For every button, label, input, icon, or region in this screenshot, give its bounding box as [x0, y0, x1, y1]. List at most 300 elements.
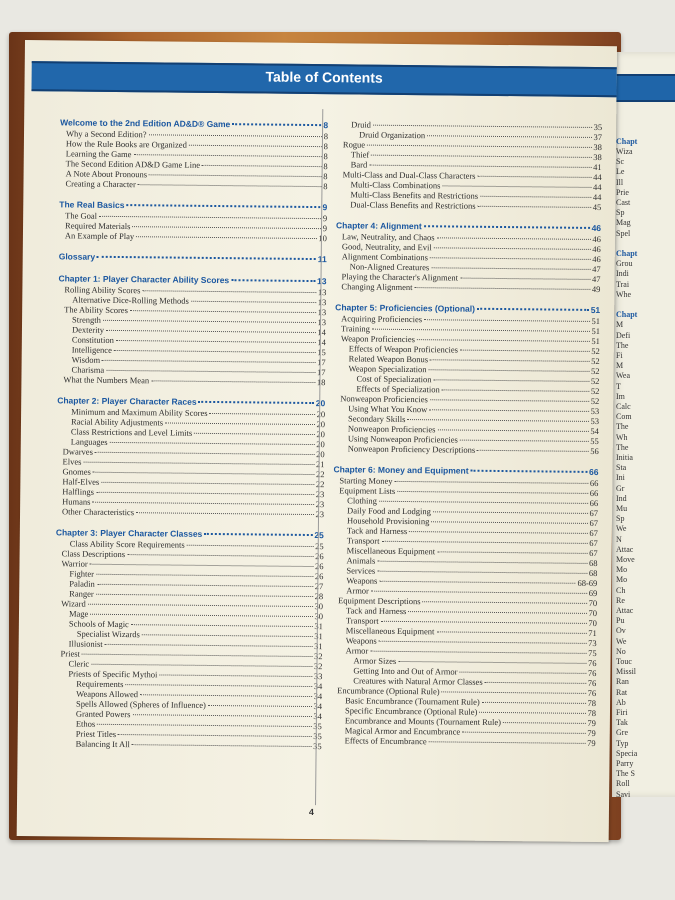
- next-page-fragment: Sc: [616, 157, 624, 167]
- toc-entry-title: Nonweapon Proficiencies: [340, 393, 428, 405]
- toc-entry-title: Specialist Wizards: [76, 628, 140, 640]
- toc-entry-page: 78: [587, 697, 597, 709]
- next-page-fragment: Attac: [616, 544, 634, 554]
- dot-leader: [423, 601, 587, 604]
- dot-leader: [204, 533, 312, 536]
- toc-entry-title: Clothing: [347, 495, 378, 506]
- dot-leader: [434, 247, 591, 250]
- toc-entry-title: Spells Allowed (Spheres of Influence): [76, 698, 206, 710]
- next-page-fragment: Prie: [616, 187, 629, 197]
- toc-entry-page: 13: [317, 307, 327, 318]
- next-page-fragment: Mag: [616, 218, 631, 228]
- dot-leader: [437, 237, 591, 240]
- next-page-fragment: T: [616, 381, 621, 391]
- toc-entry-title: Priest: [60, 648, 81, 659]
- toc-entry-title: Dwarves: [62, 446, 93, 457]
- page-number: 4: [308, 807, 314, 818]
- toc-entry-page: 20: [316, 449, 325, 460]
- toc-entry-title: Requirements: [76, 678, 124, 690]
- toc-entry-page: 8: [323, 120, 329, 131]
- toc-entry-title: Warrior: [61, 558, 88, 569]
- toc-entry-title: Weapons: [345, 635, 377, 646]
- toc-entry-title: Weapons Allowed: [76, 688, 139, 700]
- next-page-fragment: Roll: [616, 779, 630, 789]
- toc-entry-page: 67: [589, 527, 598, 539]
- toc-entry-title: Rogue: [342, 139, 366, 150]
- dot-leader: [377, 561, 587, 564]
- next-page-fragment: Specia: [616, 748, 638, 758]
- dot-leader: [191, 301, 316, 303]
- toc-entry-title: Charisma: [71, 364, 105, 375]
- next-page-fragment: Savi: [616, 789, 631, 799]
- toc-entry-title: Changing Alignment: [341, 281, 413, 293]
- dot-leader: [398, 661, 586, 664]
- toc-entry-page: 10: [318, 233, 327, 244]
- toc-entry-title: Specific Encumbrance (Optional Rule): [344, 705, 478, 717]
- toc-entry-title: Illusionist: [68, 638, 103, 649]
- toc-entry-title: Mage: [68, 608, 89, 619]
- toc-entry-page: 22: [315, 479, 325, 490]
- toc-entry-title: Druid: [351, 119, 372, 130]
- toc-entry-page: 23: [315, 489, 325, 500]
- dot-leader: [136, 512, 314, 515]
- next-page-fragment: Grou: [616, 259, 633, 269]
- dot-leader: [408, 611, 586, 614]
- dot-leader: [202, 165, 321, 167]
- toc-entry-title: Effects of Specialization: [356, 383, 440, 395]
- toc-entry-page: 52: [590, 375, 600, 387]
- next-page-fragment: Tak: [616, 718, 628, 728]
- dot-leader: [90, 564, 313, 567]
- next-page-fragment: Sp: [616, 208, 625, 218]
- next-page-fragment: Touc: [616, 657, 632, 666]
- toc-entry-title: Class Restrictions and Level Limits: [70, 426, 193, 438]
- dot-leader: [110, 442, 315, 445]
- toc-entry-page: 47: [591, 273, 601, 285]
- toc-entry-title: Basic Encumbrance (Tournament Rule): [345, 695, 480, 707]
- toc-entry-page: 20: [316, 429, 325, 440]
- dot-leader: [114, 350, 315, 353]
- dot-leader: [428, 369, 589, 372]
- dot-leader: [478, 206, 591, 208]
- toc-entry-page: 17: [317, 357, 326, 368]
- toc-entry-page: 66: [589, 487, 599, 499]
- title-band: [31, 61, 616, 97]
- toc-entry-page: 23: [315, 509, 325, 520]
- toc-entry-page: 34: [313, 711, 322, 722]
- toc-entry-page: 14: [317, 327, 327, 338]
- dot-leader: [477, 450, 588, 452]
- dot-leader: [99, 216, 321, 219]
- next-page-fragment: Le: [616, 167, 625, 177]
- toc-entry-page: 73: [588, 637, 597, 649]
- next-page-fragment: The: [616, 340, 629, 350]
- toc-entry: [331, 735, 596, 748]
- next-page-fragment: Spel: [616, 228, 631, 238]
- toc-entry-title: Wizard: [61, 598, 86, 609]
- dot-leader: [187, 545, 314, 547]
- toc-entry-page: 46: [592, 243, 601, 255]
- toc-entry-page: 78: [587, 707, 597, 719]
- dot-leader: [381, 621, 587, 624]
- next-page-fragment: Ill: [616, 177, 624, 187]
- toc-entry-title: Elves: [62, 456, 82, 467]
- toc-entry-title: Chapter 6: Money and Equipment: [333, 464, 469, 476]
- toc-entry-title: Armor: [345, 645, 369, 656]
- toc-entry-title: Secondary Skills: [348, 413, 406, 425]
- dot-leader: [149, 174, 321, 177]
- next-page-fragment: We: [616, 636, 627, 646]
- toc-entry-title: Using Nonweapon Proficiencies: [347, 433, 458, 445]
- next-page-fragment: Ch: [616, 585, 626, 595]
- toc-entry-title: Priest Titles: [75, 728, 117, 739]
- dot-leader: [460, 350, 589, 352]
- dot-leader: [127, 554, 313, 557]
- dot-leader: [379, 581, 575, 584]
- next-page-fragment: Defi: [616, 330, 631, 340]
- dot-leader: [485, 682, 586, 684]
- toc-entry-page: 8: [323, 131, 329, 142]
- toc-entry-title: The Second Edition AD&D Game Line: [65, 158, 201, 170]
- toc-entry-page: 45: [592, 201, 602, 213]
- next-page-fragment: Ind: [616, 493, 627, 503]
- dot-leader: [103, 320, 316, 323]
- dot-leader: [95, 452, 314, 455]
- toc-entry-page: 8: [323, 161, 328, 172]
- toc-entry-page: 20: [316, 419, 326, 430]
- toc-entry-page: 34: [313, 701, 323, 712]
- dot-leader: [409, 531, 587, 534]
- dot-leader: [90, 614, 312, 617]
- toc-entry-page: 22: [315, 469, 325, 480]
- dot-leader: [138, 184, 321, 187]
- toc-entry-title: Tack and Harness: [345, 605, 407, 617]
- toc-entry-page: 76: [587, 657, 597, 669]
- dot-leader: [417, 339, 589, 342]
- dot-leader: [442, 691, 586, 694]
- next-page-fragment: Chapt: [616, 136, 638, 146]
- toc-entry-page: 25: [314, 530, 324, 541]
- next-page-fragment: Sta: [616, 463, 627, 473]
- toc-entry-title: Druid Organization: [358, 129, 426, 141]
- toc-entry-title: Multi-Class Combinations: [350, 179, 441, 191]
- dot-leader: [118, 734, 311, 737]
- next-page-fragment: Missil: [616, 667, 637, 677]
- toc-entry-page: 71: [588, 627, 597, 639]
- dot-leader: [132, 744, 311, 747]
- toc-entry-title: Effects of Weapon Proficiencies: [348, 343, 459, 355]
- toc-entry-title: Fighter: [69, 568, 95, 579]
- toc-entry-title: Tack and Harness: [346, 525, 408, 537]
- next-page-fragment: Firi: [616, 708, 628, 717]
- toc-entry-title: Alternative Dice-Rolling Methods: [72, 294, 189, 306]
- toc-entry-page: 8: [323, 171, 328, 182]
- toc-entry-page: 18: [316, 377, 326, 388]
- toc-entry-title: Ranger: [69, 588, 94, 599]
- dot-leader: [130, 310, 316, 313]
- toc-entry-page: 51: [591, 325, 601, 337]
- toc-entry-page: 20: [316, 409, 326, 420]
- toc-entry-title: Playing the Character's Alignment: [341, 271, 459, 283]
- toc-entry-page: 52: [591, 345, 600, 357]
- dot-leader: [93, 502, 314, 505]
- next-page-fragment: Whe: [616, 289, 632, 299]
- dot-leader: [430, 257, 590, 260]
- toc-entry-title: Nonweapon Proficiencies: [347, 423, 436, 435]
- toc-entry-title: Starting Money: [339, 475, 393, 486]
- dot-leader: [373, 125, 592, 128]
- toc-entry-page: 51: [590, 304, 601, 316]
- dot-leader: [379, 501, 588, 504]
- dot-leader: [96, 594, 313, 597]
- toc-entry-page: 76: [587, 667, 597, 679]
- next-page-fragment: Wh: [616, 432, 628, 442]
- toc-entry-title: Other Characteristics: [62, 506, 135, 518]
- toc-entry-page: 46: [592, 233, 601, 245]
- dot-leader: [460, 440, 588, 442]
- toc-entry-page: 52: [590, 395, 600, 407]
- toc-entry-page: 31: [314, 621, 323, 632]
- toc-entry-title: Chapter 2: Player Character Races: [57, 395, 197, 407]
- toc-entry-title: Ethos: [75, 718, 96, 729]
- dot-leader: [88, 604, 313, 607]
- next-page-fragment: Ab: [616, 697, 626, 707]
- next-page-fragment: Ov: [616, 626, 626, 636]
- toc-entry-page: 37: [593, 131, 603, 143]
- dot-leader: [382, 541, 588, 544]
- toc-column-right: [331, 119, 603, 748]
- toc-entry-page: 66: [589, 477, 599, 489]
- toc-entry-page: 23: [315, 499, 325, 510]
- toc-entry-page: 54: [590, 425, 599, 437]
- toc-entry-title: Half-Elves: [62, 476, 100, 487]
- next-page-fragment: Re: [616, 595, 625, 605]
- next-page-fragment: Move: [616, 555, 635, 564]
- toc-entry-page: 66: [589, 497, 599, 509]
- dot-leader: [460, 278, 590, 280]
- toc-entry-title: Multi-Class Benefits and Restrictions: [350, 189, 479, 201]
- dot-leader: [415, 287, 590, 290]
- toc-entry-page: 68: [589, 557, 598, 569]
- dot-leader: [83, 462, 314, 465]
- next-page-fragment: Mo: [616, 575, 628, 585]
- toc-entry-title: Armor Sizes: [353, 655, 397, 666]
- next-page-fragment: Ran: [616, 677, 629, 687]
- toc-entry-page: 33: [313, 671, 323, 682]
- next-page: [612, 52, 675, 797]
- toc-entry-page: 35: [593, 121, 603, 133]
- toc-entry-page: 75: [588, 647, 597, 659]
- toc-entry-title: Class Descriptions: [61, 548, 126, 560]
- toc-entry-page: 44: [593, 171, 602, 183]
- toc-entry-title: Glossary: [58, 251, 96, 262]
- toc-page: [17, 40, 617, 842]
- dot-leader: [442, 389, 589, 392]
- toc-entry-title: Nonweapon Proficiency Descriptions: [347, 443, 476, 455]
- toc-entry-title: What the Numbers Mean: [63, 374, 150, 386]
- toc-entry-title: Weapon Proficiencies: [340, 333, 416, 345]
- dot-leader: [430, 399, 589, 402]
- dot-leader: [97, 256, 316, 260]
- toc-entry-page: 49: [591, 283, 601, 295]
- toc-entry-title: Creatures with Natural Armor Classes: [353, 675, 483, 687]
- toc-entry: [54, 738, 322, 751]
- toc-entry-title: Chapter 3: Player Character Classes: [55, 527, 203, 539]
- toc-entry-page: 51: [591, 315, 601, 327]
- toc-entry-page: 44: [592, 181, 602, 193]
- next-page-fragment: Calc: [616, 402, 631, 411]
- toc-entry-page: 32: [314, 651, 323, 662]
- dot-leader: [210, 413, 315, 415]
- dot-leader: [367, 145, 591, 148]
- next-page-fragment: The: [616, 422, 629, 432]
- next-page-fragment: No: [616, 646, 626, 656]
- toc-entry-page: 46: [591, 222, 602, 234]
- toc-entry-title: Good, Neutrality, and Evil: [341, 241, 432, 253]
- toc-entry-title: How the Rule Books are Organized: [65, 138, 187, 150]
- next-page-fragment: Im: [616, 391, 625, 401]
- toc-entry-title: Bard: [350, 159, 368, 170]
- next-page-fragment: M: [616, 320, 624, 330]
- toc-entry-title: Intelligence: [71, 344, 112, 355]
- dot-leader: [477, 308, 589, 311]
- next-page-fragment: Fi: [616, 351, 623, 360]
- next-page-fragment: Trai: [616, 279, 630, 289]
- toc-entry-page: 79: [587, 737, 596, 749]
- toc-entry-page: 41: [593, 161, 602, 173]
- toc-entry-title: Required Materials: [65, 220, 131, 232]
- dot-leader: [126, 204, 320, 208]
- toc-entry-page: 67: [589, 517, 599, 529]
- toc-entry-title: Paladin: [69, 578, 95, 589]
- toc-entry-title: Languages: [70, 436, 108, 447]
- toc-entry-title: Miscellaneous Equipment: [346, 545, 436, 557]
- toc-entry-page: 20: [315, 398, 326, 409]
- dot-leader: [429, 409, 588, 412]
- dot-leader: [438, 429, 589, 432]
- toc-entry-title: Chapter 4: Alignment: [336, 220, 422, 232]
- toc-entry-title: Equipment Descriptions: [338, 595, 421, 607]
- toc-entry-title: Miscellaneous Equipment: [345, 625, 435, 637]
- toc-entry-page: 52: [591, 365, 600, 377]
- toc-entry-title: Chapter 5: Proficiencies (Optional): [335, 302, 476, 314]
- dot-leader: [97, 724, 311, 727]
- dot-leader: [397, 491, 588, 494]
- toc-entry-page: 9: [322, 223, 328, 234]
- dot-leader: [116, 340, 315, 343]
- dot-leader: [424, 319, 590, 322]
- toc-entry-page: 76: [587, 687, 597, 699]
- dot-leader: [131, 624, 313, 627]
- toc-entry-title: Multi-Class and Dual-Class Characters: [342, 169, 476, 181]
- page-title: Table of Contents: [265, 68, 383, 86]
- toc-entry-page: 34: [313, 691, 323, 702]
- dot-leader: [82, 654, 312, 657]
- toc-entry-page: 14: [317, 337, 326, 348]
- next-page-fragment: Sp: [616, 514, 625, 524]
- toc-entry-page: 79: [587, 727, 596, 739]
- toc-entry-page: 70: [588, 617, 597, 629]
- toc-entry-title: Priests of Specific Mythoi: [68, 668, 158, 680]
- next-page-fragment: Rat: [616, 687, 628, 697]
- toc-entry-page: 46: [592, 253, 601, 265]
- toc-entry-title: Equipment Lists: [339, 485, 396, 496]
- toc-entry-page: 52: [591, 355, 600, 367]
- dot-leader: [151, 380, 315, 383]
- toc-entry-page: 25: [315, 541, 324, 552]
- toc-entry-page: 8: [323, 141, 328, 152]
- dot-leader: [503, 722, 585, 724]
- toc-entry-page: 8: [323, 181, 328, 192]
- toc-entry-title: Cost of Specialization: [356, 373, 432, 385]
- dot-leader: [231, 279, 315, 282]
- dot-leader: [371, 591, 587, 594]
- toc-entry-title: Law, Neutrality, and Chaos: [341, 231, 435, 243]
- toc-entry-page: 13: [317, 297, 327, 308]
- dot-leader: [477, 176, 591, 178]
- toc-entry-page: 15: [317, 347, 326, 358]
- toc-entry-title: Humans: [62, 496, 91, 507]
- next-page-fragment: Attac: [616, 606, 634, 615]
- dot-leader: [427, 135, 591, 138]
- toc-entry-title: Wisdom: [71, 354, 101, 365]
- dot-leader: [105, 644, 312, 647]
- toc-entry-title: Schools of Magic: [68, 618, 129, 630]
- toc-entry-page: 67: [589, 547, 598, 559]
- toc-entry-page: 9: [322, 213, 328, 224]
- toc-entry-title: An Example of Play: [64, 230, 135, 242]
- dot-leader: [370, 651, 586, 654]
- next-page-fragment: Mu: [616, 504, 628, 513]
- dot-leader: [437, 551, 587, 554]
- toc-entry-title: Services: [346, 565, 376, 576]
- toc-entry-page: 79: [587, 717, 596, 729]
- toc-entry-title: Weapons: [346, 575, 378, 586]
- next-page-fragment: Ini: [616, 473, 625, 483]
- toc-entry-page: 69: [588, 587, 598, 599]
- dot-leader: [430, 359, 589, 362]
- toc-entry-page: 26: [315, 551, 324, 562]
- next-page-fragment: Chapt: [616, 310, 638, 320]
- toc-entry-title: Encumbrance and Mounts (Tournament Rule): [344, 715, 502, 728]
- next-page-fragment: Initia: [616, 453, 633, 462]
- toc-entry-page: 35: [313, 731, 322, 742]
- toc-entry-page: 11: [317, 254, 327, 265]
- toc-column-left: [54, 116, 329, 751]
- dot-leader: [132, 226, 320, 229]
- dot-leader: [482, 702, 586, 704]
- next-page-fragment: N: [616, 534, 622, 544]
- toc-entry-title: Non-Aligned Creatures: [349, 261, 430, 273]
- dot-leader: [149, 134, 322, 137]
- next-page-fragment: Cast: [616, 198, 631, 207]
- toc-entry-page: 68-69: [577, 577, 598, 589]
- toc-entry-title: Transport: [346, 535, 380, 546]
- next-page-fragment: Wiza: [616, 147, 633, 156]
- toc-entry-page: 70: [588, 597, 598, 609]
- dot-leader: [136, 236, 316, 239]
- toc-entry-page: 53: [590, 405, 600, 417]
- toc-entry-title: Cleric: [68, 658, 90, 669]
- dot-leader: [232, 123, 321, 126]
- toc-entry-title: Getting Into and Out of Armor: [353, 665, 458, 677]
- dot-leader: [407, 419, 588, 422]
- dot-leader: [429, 741, 586, 744]
- next-page-fragment: M: [616, 361, 624, 371]
- toc-entry-title: The Real Basics: [59, 199, 125, 211]
- dot-leader: [96, 492, 314, 495]
- toc-entry-page: 53: [590, 415, 600, 427]
